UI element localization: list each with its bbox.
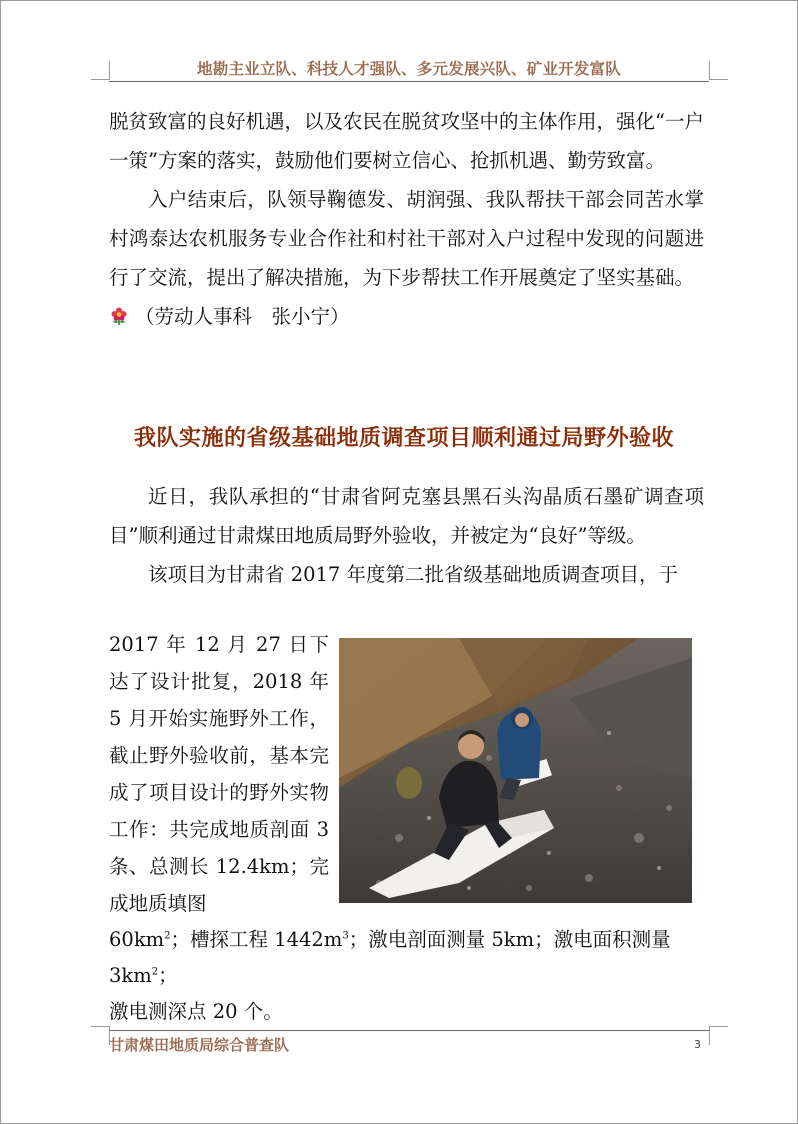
article2-paragraph-2-first-line: 该项目为甘肃省 2017 年度第二批省级基础地质调查项目，于	[148, 563, 679, 586]
header-rule	[109, 81, 709, 82]
footer-rule	[109, 1030, 709, 1031]
measure-ip: ；激电剖面测量 5km；激电面积测量 3km	[109, 928, 671, 987]
article2-title: 我队实施的省级基础地质调查项目顺利通过局野外验收	[133, 426, 674, 451]
article2-paragraph-2-wrap: 2017 年 12 月 27 日下达了设计批复，2018 年 5 月开始实施野外工作，截止野外验收前，基本完成了项目设计的野外实物工作：共完成地质剖面 3 条、总测长 12.4km；完成地质填图	[109, 633, 329, 915]
article2-body	[109, 477, 704, 594]
article1-author-text: （劳动人事科 张小宁）	[135, 305, 350, 328]
article1-paragraph-1: 脱贫致富的良好机遇，以及农民在脱贫攻坚中的主体作用，强化“一户一策”方案的落实，鼓励他们要树立信心、抢抓机遇、勤劳致富。	[109, 110, 704, 172]
article2-paragraph-2-last: 激电测深点 20 个。	[109, 1000, 283, 1023]
measure-end: ；	[158, 964, 178, 987]
article1-author	[109, 297, 704, 336]
article1-paragraph-2: 入户结束后，队领导鞠德发、胡润强、我队帮扶干部会同苦水掌村鸿泰达农机服务专业合作社和村社干部对入户过程中发现的问题进行了交流，提出了解决措施，为下步帮扶工作开展奠定了坚实基础。	[109, 188, 704, 289]
measure-area-mapping: 60km	[109, 928, 165, 951]
footer-org: 甘肃煤田地质局综合普查队	[109, 1036, 290, 1054]
article2-wrap-text	[109, 626, 329, 922]
superscript-3: 3	[342, 930, 349, 942]
page-header: 地勘主业立队、科技人才强队、多元发展兴队、矿业开发富队	[197, 59, 621, 78]
article2-paragraph-1: 近日，我队承担的“甘肃省阿克塞县黑石头沟晶质石墨矿调查项目”顺利通过甘肃煤田地质局野外验收，并被定为“良好”等级。	[109, 485, 704, 547]
article2-paragraph-2-tail	[109, 922, 704, 994]
page-number: 3	[694, 1038, 701, 1051]
crop-mark-top-right	[709, 61, 728, 80]
superscript-2b: 2	[151, 966, 159, 978]
superscript-2: 2	[164, 930, 171, 942]
article2-tail	[109, 922, 704, 1030]
flower-icon	[109, 300, 129, 320]
article1-body	[109, 102, 704, 336]
crop-mark-bottom-left	[91, 1026, 110, 1045]
field-inspection-photo	[339, 638, 692, 903]
crop-mark-bottom-right	[709, 1026, 728, 1045]
measure-trench: ；槽探工程 1442m	[170, 928, 343, 951]
crop-mark-top-left	[91, 61, 110, 80]
